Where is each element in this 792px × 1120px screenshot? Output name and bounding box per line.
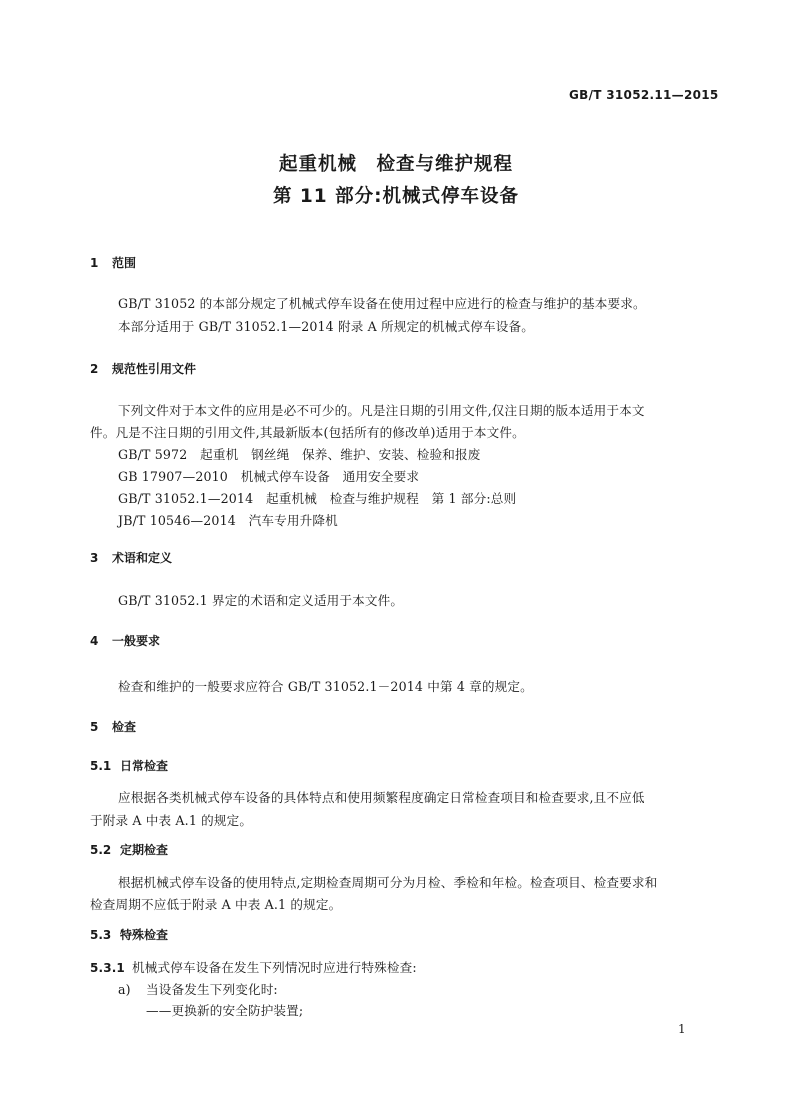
list-text: 当设备发生下列变化时: — [146, 982, 278, 997]
section-5-1-heading — [90, 757, 168, 774]
paragraph: 检查周期不应低于附录 A 中表 A.1 的规定。 — [90, 897, 342, 912]
document-title-line-2: 第 11 部分:机械式停车设备 — [272, 186, 520, 207]
section-number: 4 — [90, 634, 99, 648]
standard-code-header: GB/T 31052.11—2015 — [569, 88, 719, 102]
section-number: 5.3 — [90, 928, 112, 942]
section-title: 术语和定义 — [112, 551, 173, 565]
section-title: 特殊检查 — [120, 928, 169, 942]
reference-item: GB/T 31052.1—2014 起重机械 检查与维护规程 第 1 部分:总则 — [118, 491, 517, 506]
list-dash-item: ——更换新的安全防护装置; — [146, 1003, 304, 1018]
paragraph: 件。凡是不注日期的引用文件,其最新版本(包括所有的修改单)适用于本文件。 — [90, 425, 525, 440]
section-number: 5.2 — [90, 843, 112, 857]
paragraph: 于附录 A 中表 A.1 的规定。 — [90, 813, 253, 828]
clause-text: 机械式停车设备在发生下列情况时应进行特殊检查: — [132, 960, 417, 975]
section-title: 日常检查 — [120, 759, 169, 773]
paragraph: 检查和维护的一般要求应符合 GB/T 31052.1－2014 中第 4 章的规定。 — [118, 679, 533, 694]
paragraph: 下列文件对于本文件的应用是必不可少的。凡是注日期的引用文件,仅注日期的版本适用于本文 — [118, 403, 645, 418]
section-number: 5.1 — [90, 759, 112, 773]
list-item-a — [118, 979, 278, 998]
reference-item: JB/T 10546—2014 汽车专用升降机 — [118, 513, 338, 528]
section-title: 规范性引用文件 — [112, 362, 197, 376]
paragraph: 根据机械式停车设备的使用特点,定期检查周期可分为月检、季检和年检。检查项目、检查要求和 — [118, 875, 658, 890]
paragraph: 本部分适用于 GB/T 31052.1—2014 附录 A 所规定的机械式停车设备。 — [118, 319, 534, 334]
section-1-heading — [90, 254, 136, 271]
section-4-heading — [90, 632, 160, 649]
list-label: a) — [118, 982, 131, 997]
section-title: 定期检查 — [120, 843, 169, 857]
section-2-heading — [90, 360, 196, 377]
clause-number: 5.3.1 — [90, 961, 125, 975]
section-3-heading — [90, 549, 172, 566]
section-title: 一般要求 — [112, 634, 161, 648]
section-title: 范围 — [112, 256, 137, 270]
section-number: 2 — [90, 362, 99, 376]
section-title: 检查 — [112, 720, 137, 734]
paragraph: GB/T 31052 的本部分规定了机械式停车设备在使用过程中应进行的检查与维护的基本要求。 — [118, 296, 646, 311]
reference-item: GB 17907—2010 机械式停车设备 通用安全要求 — [118, 469, 420, 484]
document-title-line-1: 起重机械 检查与维护规程 — [278, 154, 513, 175]
section-5-2-heading — [90, 841, 168, 858]
reference-item: GB/T 5972 起重机 钢丝绳 保养、维护、安装、检验和报废 — [118, 447, 481, 462]
paragraph: GB/T 31052.1 界定的术语和定义适用于本文件。 — [118, 593, 404, 608]
section-number: 3 — [90, 551, 99, 565]
section-5-3-heading — [90, 926, 168, 943]
section-5-heading — [90, 718, 136, 735]
paragraph: 应根据各类机械式停车设备的具体特点和使用频繁程度确定日常检查项目和检查要求,且不应低 — [118, 790, 645, 805]
section-number: 1 — [90, 256, 99, 270]
clause-5-3-1 — [90, 957, 417, 976]
page-number: 1 — [678, 1022, 686, 1036]
section-number: 5 — [90, 720, 99, 734]
